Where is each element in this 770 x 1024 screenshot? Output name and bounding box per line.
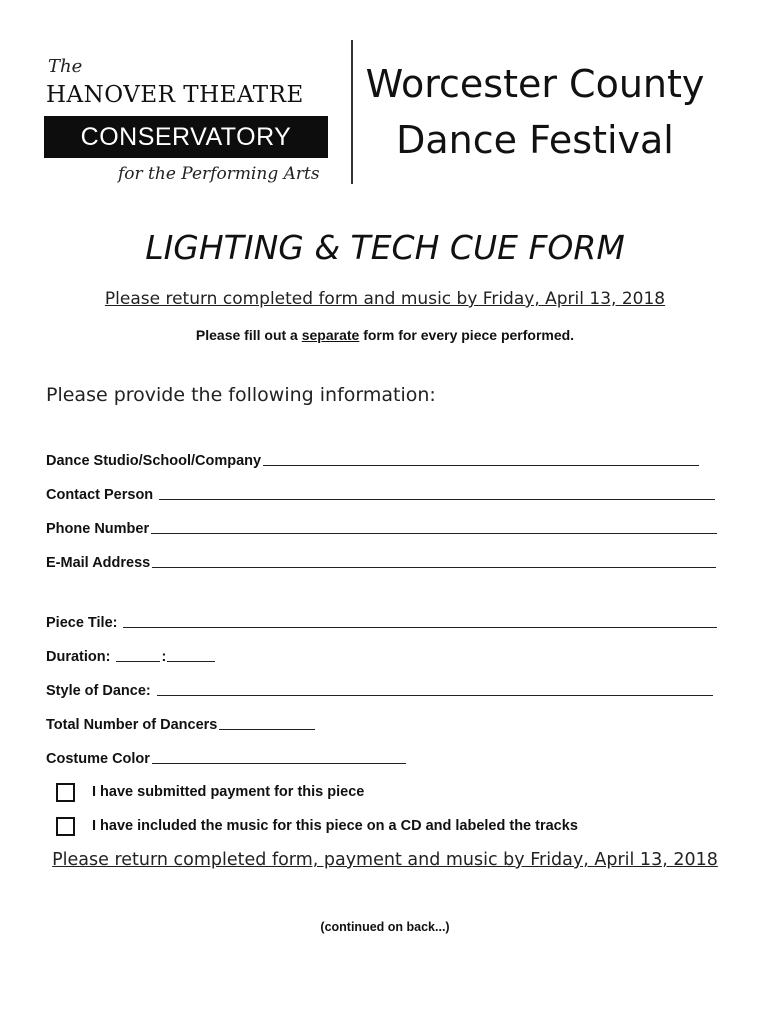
form-title: LIGHTING & TECH CUE FORM — [145, 228, 625, 267]
total-dancers-input-line[interactable] — [219, 729, 315, 730]
piece-title-input-line[interactable] — [123, 627, 717, 628]
logo-conservatory-box: CONSERVATORY — [44, 116, 328, 158]
payment-checkbox-label: I have submitted payment for this piece — [92, 784, 365, 800]
duration-label: Duration: — [46, 649, 111, 665]
dance-style-label: Style of Dance: — [46, 683, 151, 699]
music-checkbox-row[interactable] — [56, 815, 578, 837]
duration-field[interactable] — [46, 644, 215, 666]
total-dancers-label: Total Number of Dancers — [46, 717, 218, 733]
duration-seconds-line[interactable] — [167, 661, 215, 662]
contact-person-input-line[interactable] — [159, 499, 715, 500]
payment-checkbox-row[interactable] — [56, 781, 364, 803]
separate-note-after: form for every piece performed. — [359, 327, 575, 343]
logo-name: HANOVER THEATRE — [46, 82, 304, 108]
studio-field[interactable] — [46, 448, 699, 470]
duration-separator: : — [161, 649, 167, 665]
header-divider — [351, 40, 353, 184]
separate-note-before: Please fill out a — [195, 327, 302, 343]
continued-note: (continued on back...) — [320, 920, 450, 934]
studio-label: Dance Studio/School/Company — [46, 453, 262, 469]
return-deadline-note: Please return completed form and music by Friday, April 13, 2018 — [104, 289, 666, 309]
piece-title-field[interactable] — [46, 610, 717, 632]
piece-title-label: Piece Tile: — [46, 615, 118, 631]
duration-minutes-line[interactable] — [116, 661, 160, 662]
contact-person-field[interactable] — [46, 482, 715, 504]
dance-style-input-line[interactable] — [157, 695, 713, 696]
phone-number-field[interactable] — [46, 516, 717, 538]
phone-number-input-line[interactable] — [151, 533, 717, 534]
total-dancers-field[interactable] — [46, 712, 315, 734]
logo-tagline: for the Performing Arts — [118, 164, 320, 184]
music-checkbox[interactable] — [56, 817, 75, 836]
final-return-deadline-note: Please return completed form, payment and music by Friday, April 13, 2018 — [52, 850, 718, 870]
festival-title-line2: Dance Festival — [396, 118, 674, 162]
contact-person-label: Contact Person — [46, 487, 154, 503]
hanover-theatre-logo — [44, 56, 334, 196]
dance-style-field[interactable] — [46, 678, 713, 700]
costume-color-input-line[interactable] — [152, 763, 406, 764]
payment-checkbox[interactable] — [56, 783, 75, 802]
separate-form-note — [0, 327, 770, 343]
email-label: E-Mail Address — [46, 555, 151, 571]
logo-the-text: The — [48, 56, 83, 77]
festival-title-line1: Worcester County — [365, 62, 705, 106]
studio-input-line[interactable] — [263, 465, 699, 466]
festival-title — [360, 56, 710, 168]
costume-color-field[interactable] — [46, 746, 406, 768]
email-input-line[interactable] — [152, 567, 716, 568]
separate-note-emphasis: separate — [301, 327, 360, 343]
email-field[interactable] — [46, 550, 716, 572]
phone-number-label: Phone Number — [46, 521, 150, 537]
music-checkbox-label: I have included the music for this piece on a CD and labeled the tracks — [92, 818, 578, 834]
costume-color-label: Costume Color — [46, 751, 150, 767]
provide-info-heading: Please provide the following information: — [46, 384, 436, 406]
